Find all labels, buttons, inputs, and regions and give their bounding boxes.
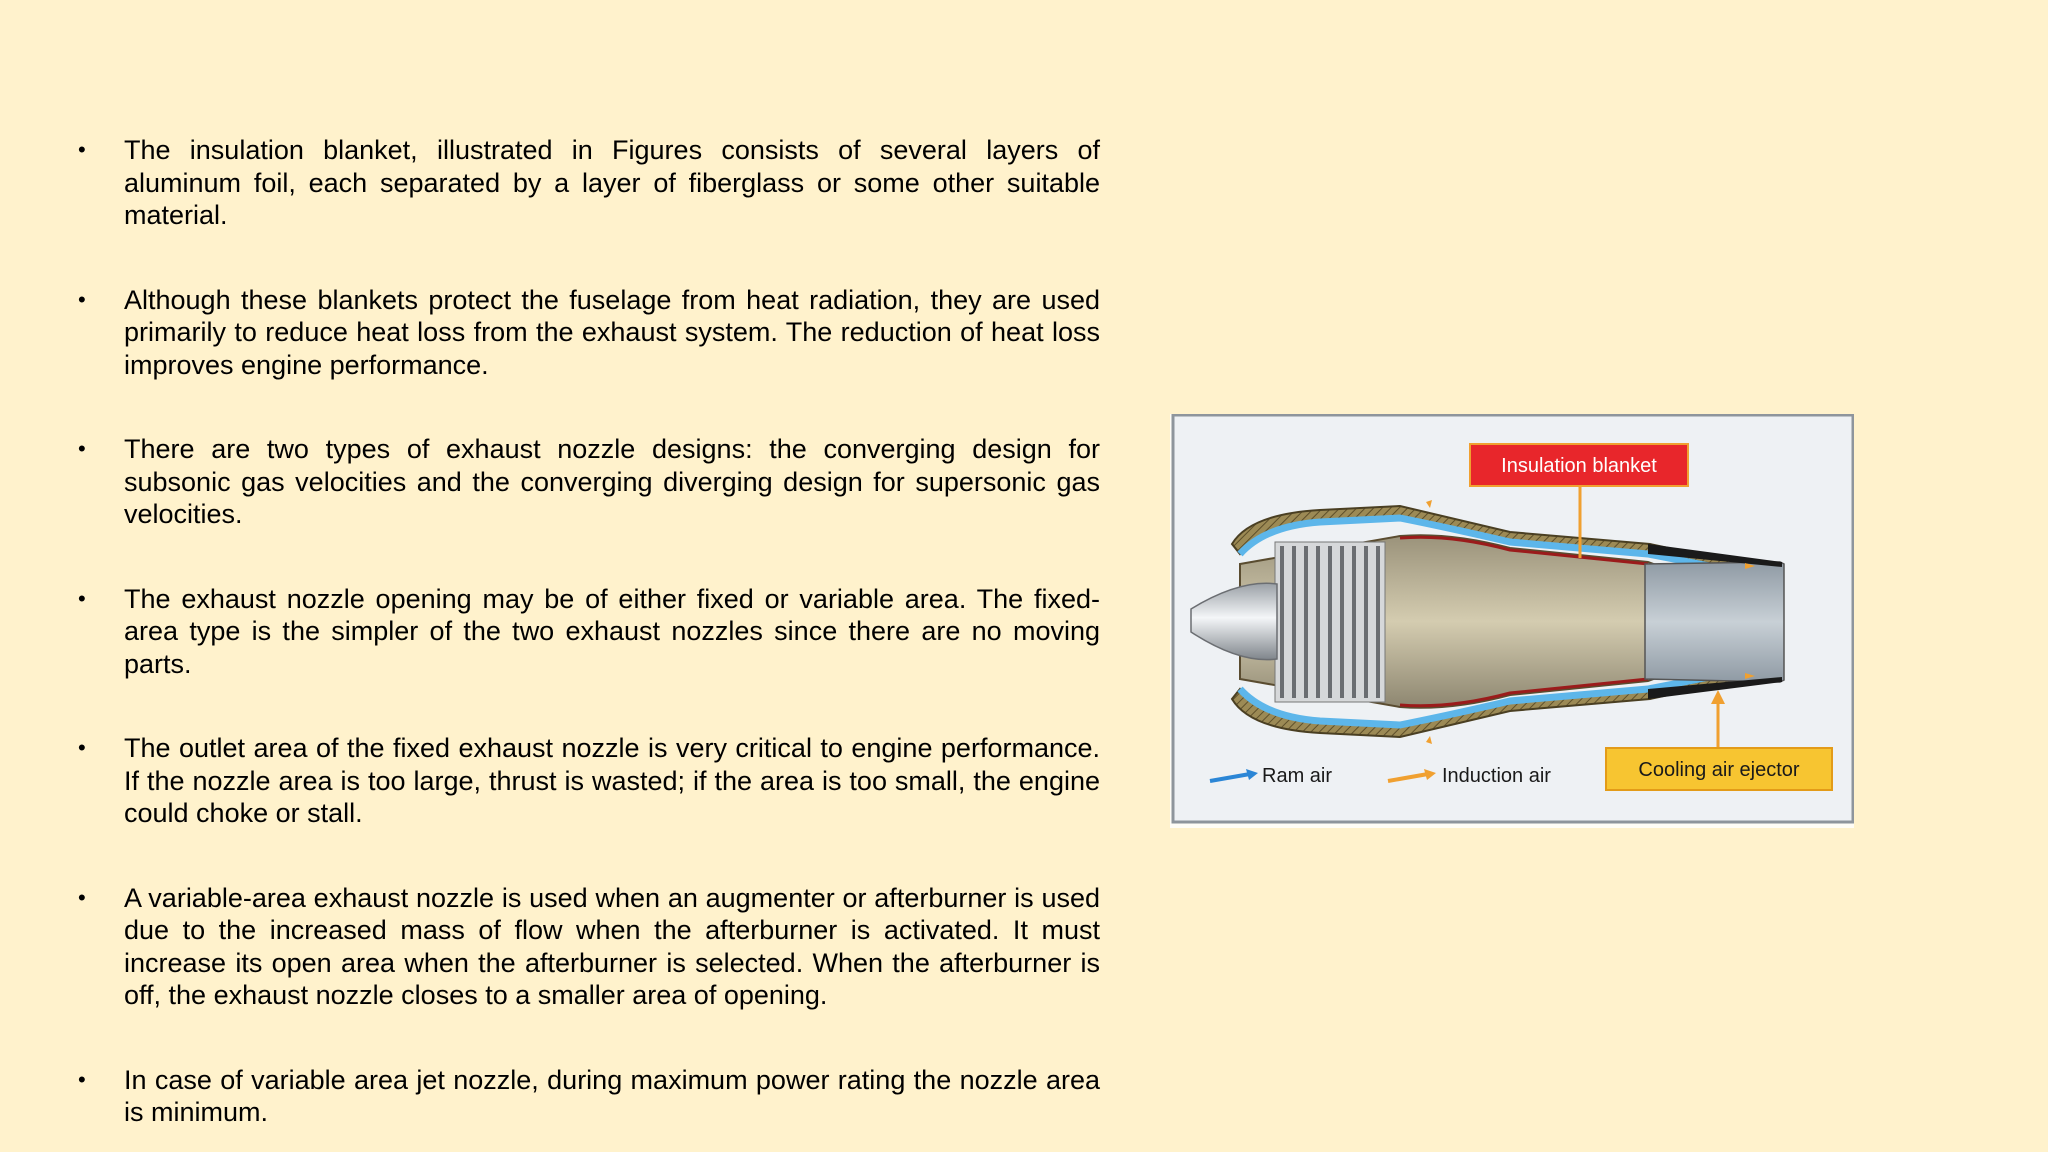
insulation-blanket-label: Insulation blanket <box>1501 455 1657 477</box>
bullet-dot: • <box>78 735 86 760</box>
cooling-air-ejector-label: Cooling air ejector <box>1638 759 1800 781</box>
bullet-dot: • <box>78 286 86 312</box>
bullet-text: The exhaust nozzle opening may be of either fixed or variable area. The fixed-area type is the simpler of the two exhaust nozzles since there are no moving parts. <box>124 583 1100 679</box>
bullet-text: There are two types of exhaust nozzle designs: the converging design for subsonic gas velocities and the converging diverging design for supersonic gas velocities. <box>124 434 1100 529</box>
bullet-item <box>78 732 1100 830</box>
bullet-dot: • <box>78 1066 86 1092</box>
exhaust-nozzle <box>1645 562 1784 682</box>
bullet-item <box>78 882 1100 1012</box>
bullet-item <box>78 583 1100 681</box>
bullet-item <box>78 433 1100 531</box>
bullet-text: A variable-area exhaust nozzle is used when an augmenter or afterburner is used due to the increased mass of flow when the afterburner is activated. It must increase its open area when the afterburner is selected. When the afterburner is off, the exhaust nozzle closes to a smaller area of opening. <box>124 882 1100 1010</box>
bullet-item <box>78 1064 1100 1129</box>
induction-air-label: Induction air <box>1442 765 1551 787</box>
bullet-dot: • <box>78 884 86 910</box>
ram-air-label: Ram air <box>1262 765 1333 787</box>
bullet-dot: • <box>78 137 86 162</box>
bullet-text: Although these blankets protect the fuselage from heat radiation, they are used primarily to reduce heat loss from the exhaust system. The reduction of heat loss improves engine performance. <box>124 284 1100 380</box>
compressor-blades <box>1275 542 1385 702</box>
bullet-item <box>78 134 1100 232</box>
exhaust-diagram <box>1170 414 1854 828</box>
bullet-text: In case of variable area jet nozzle, during maximum power rating the nozzle area is minimum. <box>124 1064 1100 1127</box>
bullet-dot: • <box>78 585 86 611</box>
bullet-item <box>78 284 1100 382</box>
exhaust-system-figure <box>1170 414 1854 828</box>
bullet-dot: • <box>78 436 86 461</box>
bullet-text: The insulation blanket, illustrated in Figures consists of several layers of aluminum foil, each separated by a layer of fiberglass or some other suitable material. <box>124 135 1100 230</box>
bullet-text: The outlet area of the fixed exhaust nozzle is very critical to engine performance. If the nozzle area is too large, thrust is wasted; if the area is too small, the engine could choke or stall. <box>124 733 1100 828</box>
bullet-list <box>78 134 1100 1129</box>
